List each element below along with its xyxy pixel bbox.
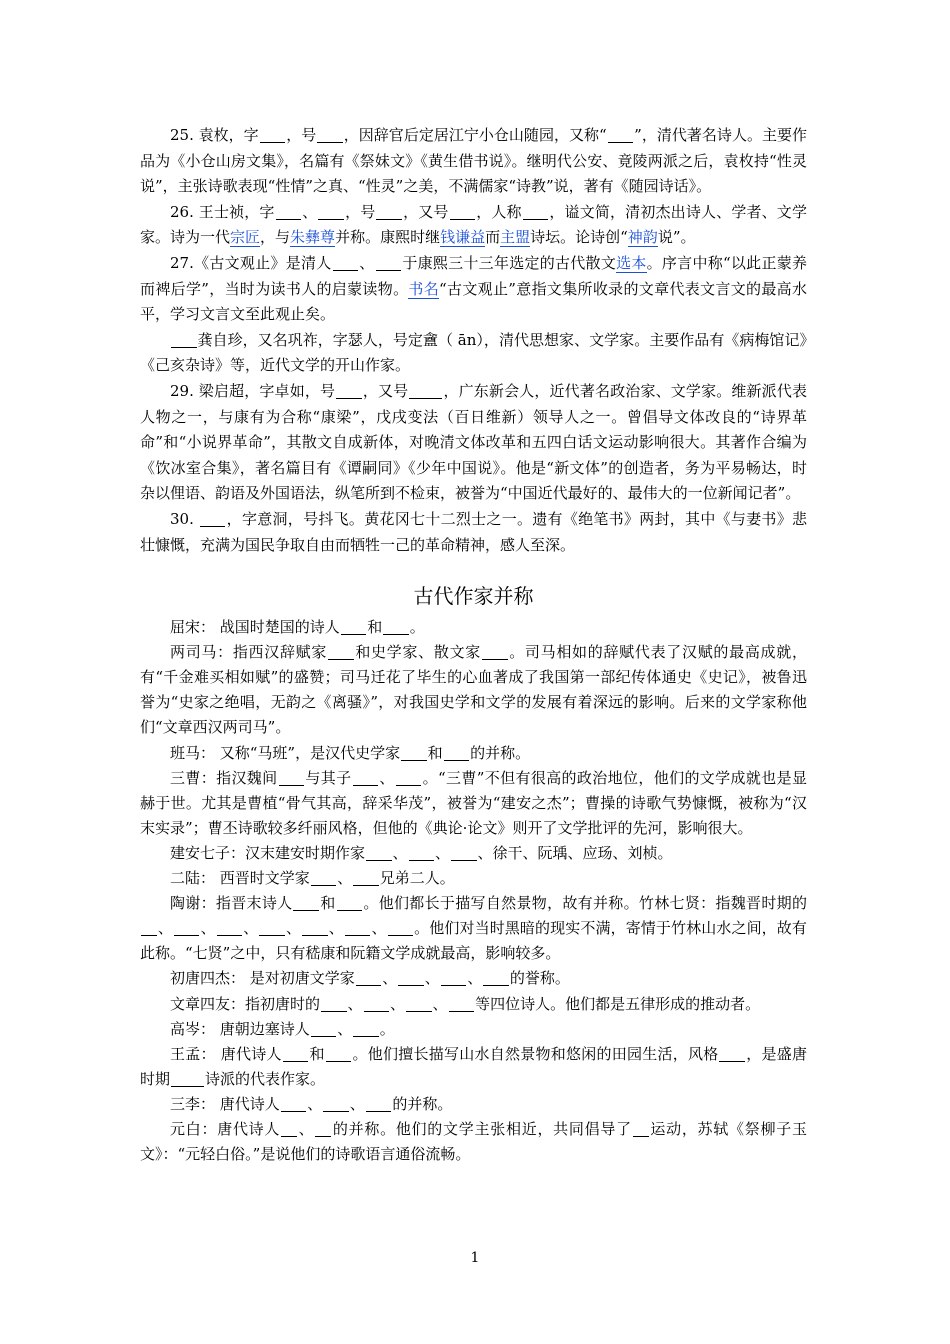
text-run: 诗坛。论诗创“ — [530, 228, 628, 247]
text-run: 。司马相如的辞赋代表了汉赋的最高成就，有“千金难买相如赋”的盛赞；司马迁花了毕生的心血著成了我国第一部纪传体通史《史记》，被鲁迅誉为“史家之绝唱，无韵之《离骚》”，对我国史学和文学的发展有着深远的影响。后来的文学家称他们“文章西汉两司马”。 — [140, 643, 807, 737]
text-run: 29. 梁启超，字卓如，号 — [170, 381, 336, 400]
text-run: 王孟： 唐代诗人 — [170, 1044, 282, 1063]
fill-in-blank — [401, 744, 427, 761]
text-run: 25. 袁枚，字 — [170, 126, 259, 144]
fill-in-blank — [174, 919, 200, 936]
fill-in-blank — [441, 970, 467, 987]
wiki-link[interactable]: 宗匠 — [230, 228, 261, 247]
text-run: 。他们都长于描写自然景物，故有并称。竹林七贤：指魏晋时期的 — [363, 894, 807, 913]
fill-in-blank — [398, 970, 424, 987]
text-run: 、 — [382, 969, 398, 988]
fill-in-blank — [171, 1070, 204, 1087]
text-run: ，又号 — [362, 381, 409, 400]
text-run: 文章四友：指初唐时的 — [170, 994, 321, 1013]
fill-in-blank — [366, 844, 392, 861]
text-run: 兄弟二人。 — [379, 869, 455, 888]
text-run: 的誉称。 — [509, 969, 570, 988]
text-run: 、 — [337, 1019, 353, 1038]
paragraph-q8 — [140, 966, 807, 991]
text-run: 。“三曹”不但有很高的政治地位，他们的文学成就也是显赫于世。尤其是曹植“骨气其高，辞采华茂”，被誉为“建安之杰”；曹操的诗歌气势慷慨，被称为“汉末实录”；曹丕诗歌较多纤丽风格，但他的《典论·论文》则开了文学批评的先河，影响很大。 — [140, 768, 807, 837]
paragraph-p28 — [140, 328, 807, 379]
fill-in-blank — [279, 769, 305, 786]
text-run: 、 — [157, 919, 173, 938]
fill-in-blank — [483, 970, 509, 987]
fill-in-blank — [293, 894, 319, 911]
text-run: 、 — [297, 1119, 315, 1138]
fill-in-blank — [281, 1095, 307, 1112]
text-run: 的并称。 — [470, 743, 531, 762]
fill-in-blank — [315, 1120, 331, 1137]
text-run: 。他们对当时黑暗的现实不满，寄情于竹林山水之间，故有此称。“七贤”之中，只有嵇康和阮籍文学成就最高，影响较多。 — [140, 919, 807, 963]
paragraph-q5 — [140, 841, 807, 866]
wiki-link[interactable]: 主盟 — [500, 228, 531, 247]
text-run: ，广东新会人，近代著名政治家、文学家。维新派代表人物之一，与康有为合称“康梁”，戊戌变法（百日维新）领导人之一。曾倡导文体改良的“诗界革命”和“小说界革命”，其散文自成新体，对晚清文体改革和五四白话文运动影响很大。其著作合编为《饮冰室合集》，著名篇目有《谭嗣同》《少年中国说》。他是“新文体”的创造者，务为平易畅达，时杂以俚语、韵语及外国语法，纵笔所到不检束，被誉为“中国近代最好的、最伟大的一位新闻记者”。 — [140, 381, 807, 503]
text-run: 初唐四杰： 是对初唐文学家 — [170, 969, 355, 988]
text-run: ，号 — [286, 126, 317, 144]
text-run: 于康熙三十三年选定的古代散文 — [402, 253, 617, 272]
text-run: 和 — [319, 894, 336, 913]
paragraph-q13 — [140, 1117, 807, 1167]
fill-in-blank — [276, 203, 302, 220]
fill-in-blank — [444, 744, 470, 761]
text-run: 。他们擅长描写山水自然景物和悠闲的田园生活，风格 — [352, 1044, 719, 1063]
text-run: 和 — [427, 743, 443, 762]
fill-in-blank — [311, 1020, 337, 1037]
paragraph-q12 — [140, 1092, 807, 1117]
text-run: 诗派的代表作家。 — [205, 1069, 326, 1088]
fill-in-blank — [317, 126, 343, 143]
fill-in-blank — [388, 919, 414, 936]
text-run: 、 — [390, 994, 406, 1013]
text-run: 并称。康熙时继 — [335, 228, 441, 247]
fill-in-blank — [337, 894, 363, 911]
paragraph-q6 — [140, 866, 807, 891]
text-run: ，因辞官后定居江宁小仓山随园，又称“ — [343, 126, 607, 144]
fill-in-blank — [260, 126, 286, 143]
text-run: 龚自珍，又名巩祚，字瑟人，号定盦（ ān），清代思想家、文学家。主要作品有《病梅馆记》《己亥杂诗》等，近代文学的开山作家。 — [140, 330, 807, 375]
text-run: 、 — [337, 869, 353, 888]
text-run: 、 — [435, 843, 451, 862]
text-run: 、 — [328, 919, 344, 938]
paragraph-p27 — [140, 251, 807, 328]
text-run: 、 — [200, 919, 216, 938]
text-run: 陶谢：指晋末诗人 — [170, 894, 293, 913]
fill-in-blank — [302, 919, 328, 936]
section-title: 古代作家并称 — [413, 584, 534, 609]
text-run: 和史学家、散文家 — [354, 643, 481, 662]
fill-in-blank — [259, 919, 285, 936]
text-run: 、 — [359, 253, 375, 272]
text-run: ，又号 — [402, 202, 449, 221]
wiki-link[interactable]: 钱谦益 — [440, 228, 486, 247]
paragraph-q9 — [140, 992, 807, 1017]
author-entries — [140, 123, 807, 558]
text-run: 、 — [243, 919, 259, 938]
text-run: 而 — [485, 228, 501, 247]
fill-in-blank — [353, 869, 379, 886]
fill-in-blank — [450, 203, 476, 220]
fill-in-blank — [328, 643, 354, 660]
paragraph-q7 — [140, 891, 807, 966]
text-run: 、 — [392, 843, 408, 862]
fill-in-blank — [318, 203, 344, 220]
text-run: 、 — [302, 202, 318, 221]
fill-in-blank — [200, 510, 226, 527]
text-run: ，与 — [260, 228, 291, 247]
fill-in-blank — [336, 382, 362, 399]
text-run: 元白：唐代诗人 — [170, 1119, 281, 1138]
text-run: “古文观止”意指文集所收录的文章代表文言文的最高水平，学习文言文至此观止矣。 — [140, 279, 807, 324]
fill-in-blank — [217, 919, 243, 936]
paragraph-q4 — [140, 766, 807, 841]
fill-in-blank — [406, 995, 432, 1012]
text-run: 。 — [409, 618, 425, 637]
fill-in-blank — [482, 643, 508, 660]
text-run: 运动，苏轼《祭柳子玉文》：“元轻白俗。”是说他们的诗歌语言通俗流畅。 — [140, 1119, 807, 1164]
text-run: 27.《古文观止》是清人 — [170, 253, 332, 272]
text-run: 、 — [371, 919, 387, 938]
paragraph-q1 — [140, 615, 807, 640]
text-run: ，人称 — [476, 202, 522, 221]
fill-in-blank — [323, 1095, 349, 1112]
fill-in-blank — [141, 919, 157, 936]
fill-in-blank — [283, 1045, 309, 1062]
text-run: 和 — [309, 1044, 325, 1063]
text-run: 、 — [285, 919, 302, 938]
fill-in-blank — [311, 869, 337, 886]
fill-in-blank — [523, 203, 549, 220]
fill-in-blank — [409, 844, 435, 861]
fill-in-blank — [376, 203, 402, 220]
text-run: 和 — [367, 618, 383, 637]
wiki-link[interactable]: 朱彝尊 — [290, 228, 336, 247]
fill-in-blank — [171, 331, 197, 348]
text-run: ，号 — [344, 202, 376, 221]
fill-in-blank — [383, 618, 409, 635]
text-run: 建安七子：汉末建安时期作家 — [170, 843, 366, 862]
text-run: 。 — [379, 1019, 395, 1038]
fill-in-blank — [281, 1120, 297, 1137]
paragraph-p29 — [140, 379, 807, 507]
text-run: 、 — [379, 768, 395, 787]
fill-in-blank — [633, 1120, 649, 1137]
fill-in-blank — [376, 254, 402, 271]
wiki-link[interactable]: 选本 — [616, 253, 647, 272]
fill-in-blank — [366, 1095, 392, 1112]
paragraph-q11 — [140, 1042, 807, 1092]
fill-in-blank — [719, 1045, 745, 1062]
text-run: 30. — [170, 509, 199, 528]
fill-in-blank — [353, 1020, 379, 1037]
text-run: 等四位诗人。他们都是五律形成的推动者。 — [475, 994, 761, 1013]
fill-in-blank — [449, 995, 475, 1012]
text-run: 说”。 — [657, 228, 696, 247]
text-run: ，谥文简，清初杰出诗人、学者、文学家。诗为一代 — [140, 202, 807, 247]
paragraph-q10 — [140, 1017, 807, 1042]
text-run: 、 — [307, 1094, 323, 1113]
wiki-link[interactable]: 书名 — [408, 279, 440, 298]
author-pairings — [140, 615, 807, 1167]
paragraph-q2 — [140, 640, 807, 740]
fill-in-blank — [353, 769, 379, 786]
fill-in-blank — [333, 254, 359, 271]
fill-in-blank — [356, 970, 382, 987]
text-run: 三李： 唐代诗人 — [170, 1094, 280, 1113]
document-body — [140, 123, 807, 1167]
fill-in-blank — [364, 995, 390, 1012]
text-run: 、 — [347, 994, 363, 1013]
text-run: 三曹：指汉魏间 — [170, 768, 278, 787]
text-run: 的并称。 — [392, 1094, 453, 1113]
fill-in-blank — [396, 769, 422, 786]
text-run: 、徐干、阮瑀、应玚、刘桢。 — [477, 843, 673, 862]
text-run: 、 — [424, 969, 440, 988]
text-run: 、 — [349, 1094, 365, 1113]
fill-in-blank — [321, 995, 347, 1012]
fill-in-blank — [345, 919, 371, 936]
text-run: 26. 王士祯，字 — [170, 202, 275, 221]
fill-in-blank — [409, 382, 442, 399]
paragraph-p30 — [140, 507, 807, 558]
text-run: 班马： 又称“马班”，是汉代史学家 — [170, 743, 401, 762]
fill-in-blank — [326, 1045, 352, 1062]
text-run: 、 — [467, 969, 483, 988]
text-run: 高岑： 唐朝边塞诗人 — [170, 1019, 310, 1038]
fill-in-blank — [608, 126, 634, 143]
text-run: 两司马：指西汉辞赋家 — [170, 643, 328, 662]
text-run: ，是盛唐时期 — [140, 1044, 807, 1088]
fill-in-blank — [341, 618, 367, 635]
text-run: 与其子 — [305, 768, 352, 787]
paragraph-q3 — [140, 741, 807, 766]
text-run: ”，清代著名诗人。主要作品为《小仓山房文集》，名篇有《祭妹文》《黄生借书说》。继明代公安、竟陵两派之后，袁枚持“性灵说”，主张诗歌表现“性情”之真、“性灵”之美，不满儒家“诗教”说，著有《随园诗话》。 — [140, 126, 807, 196]
paragraph-p25 — [140, 123, 807, 200]
text-run: 二陆： 西晋时文学家 — [170, 869, 310, 888]
text-run: 。序言中称“以此正蒙养而裨后学”，当时为读书人的启蒙读物。 — [140, 253, 807, 298]
text-run: 屈宋： 战国时楚国的诗人 — [170, 618, 340, 637]
text-run: ，字意洞，号抖飞。黄花冈七十二烈士之一。遗有《绝笔书》两封，其中《与妻书》悲壮慷慨，充满为国民争取自由而牺牲一己的革命精神，感人至深。 — [140, 509, 807, 554]
fill-in-blank — [451, 844, 477, 861]
paragraph-p26 — [140, 200, 807, 251]
text-run: 、 — [432, 994, 448, 1013]
text-run: 的并称。他们的文学主张相近，共同倡导了 — [332, 1119, 632, 1138]
wiki-link[interactable]: 神韵 — [627, 228, 658, 247]
page-number: 1 — [470, 1250, 480, 1266]
